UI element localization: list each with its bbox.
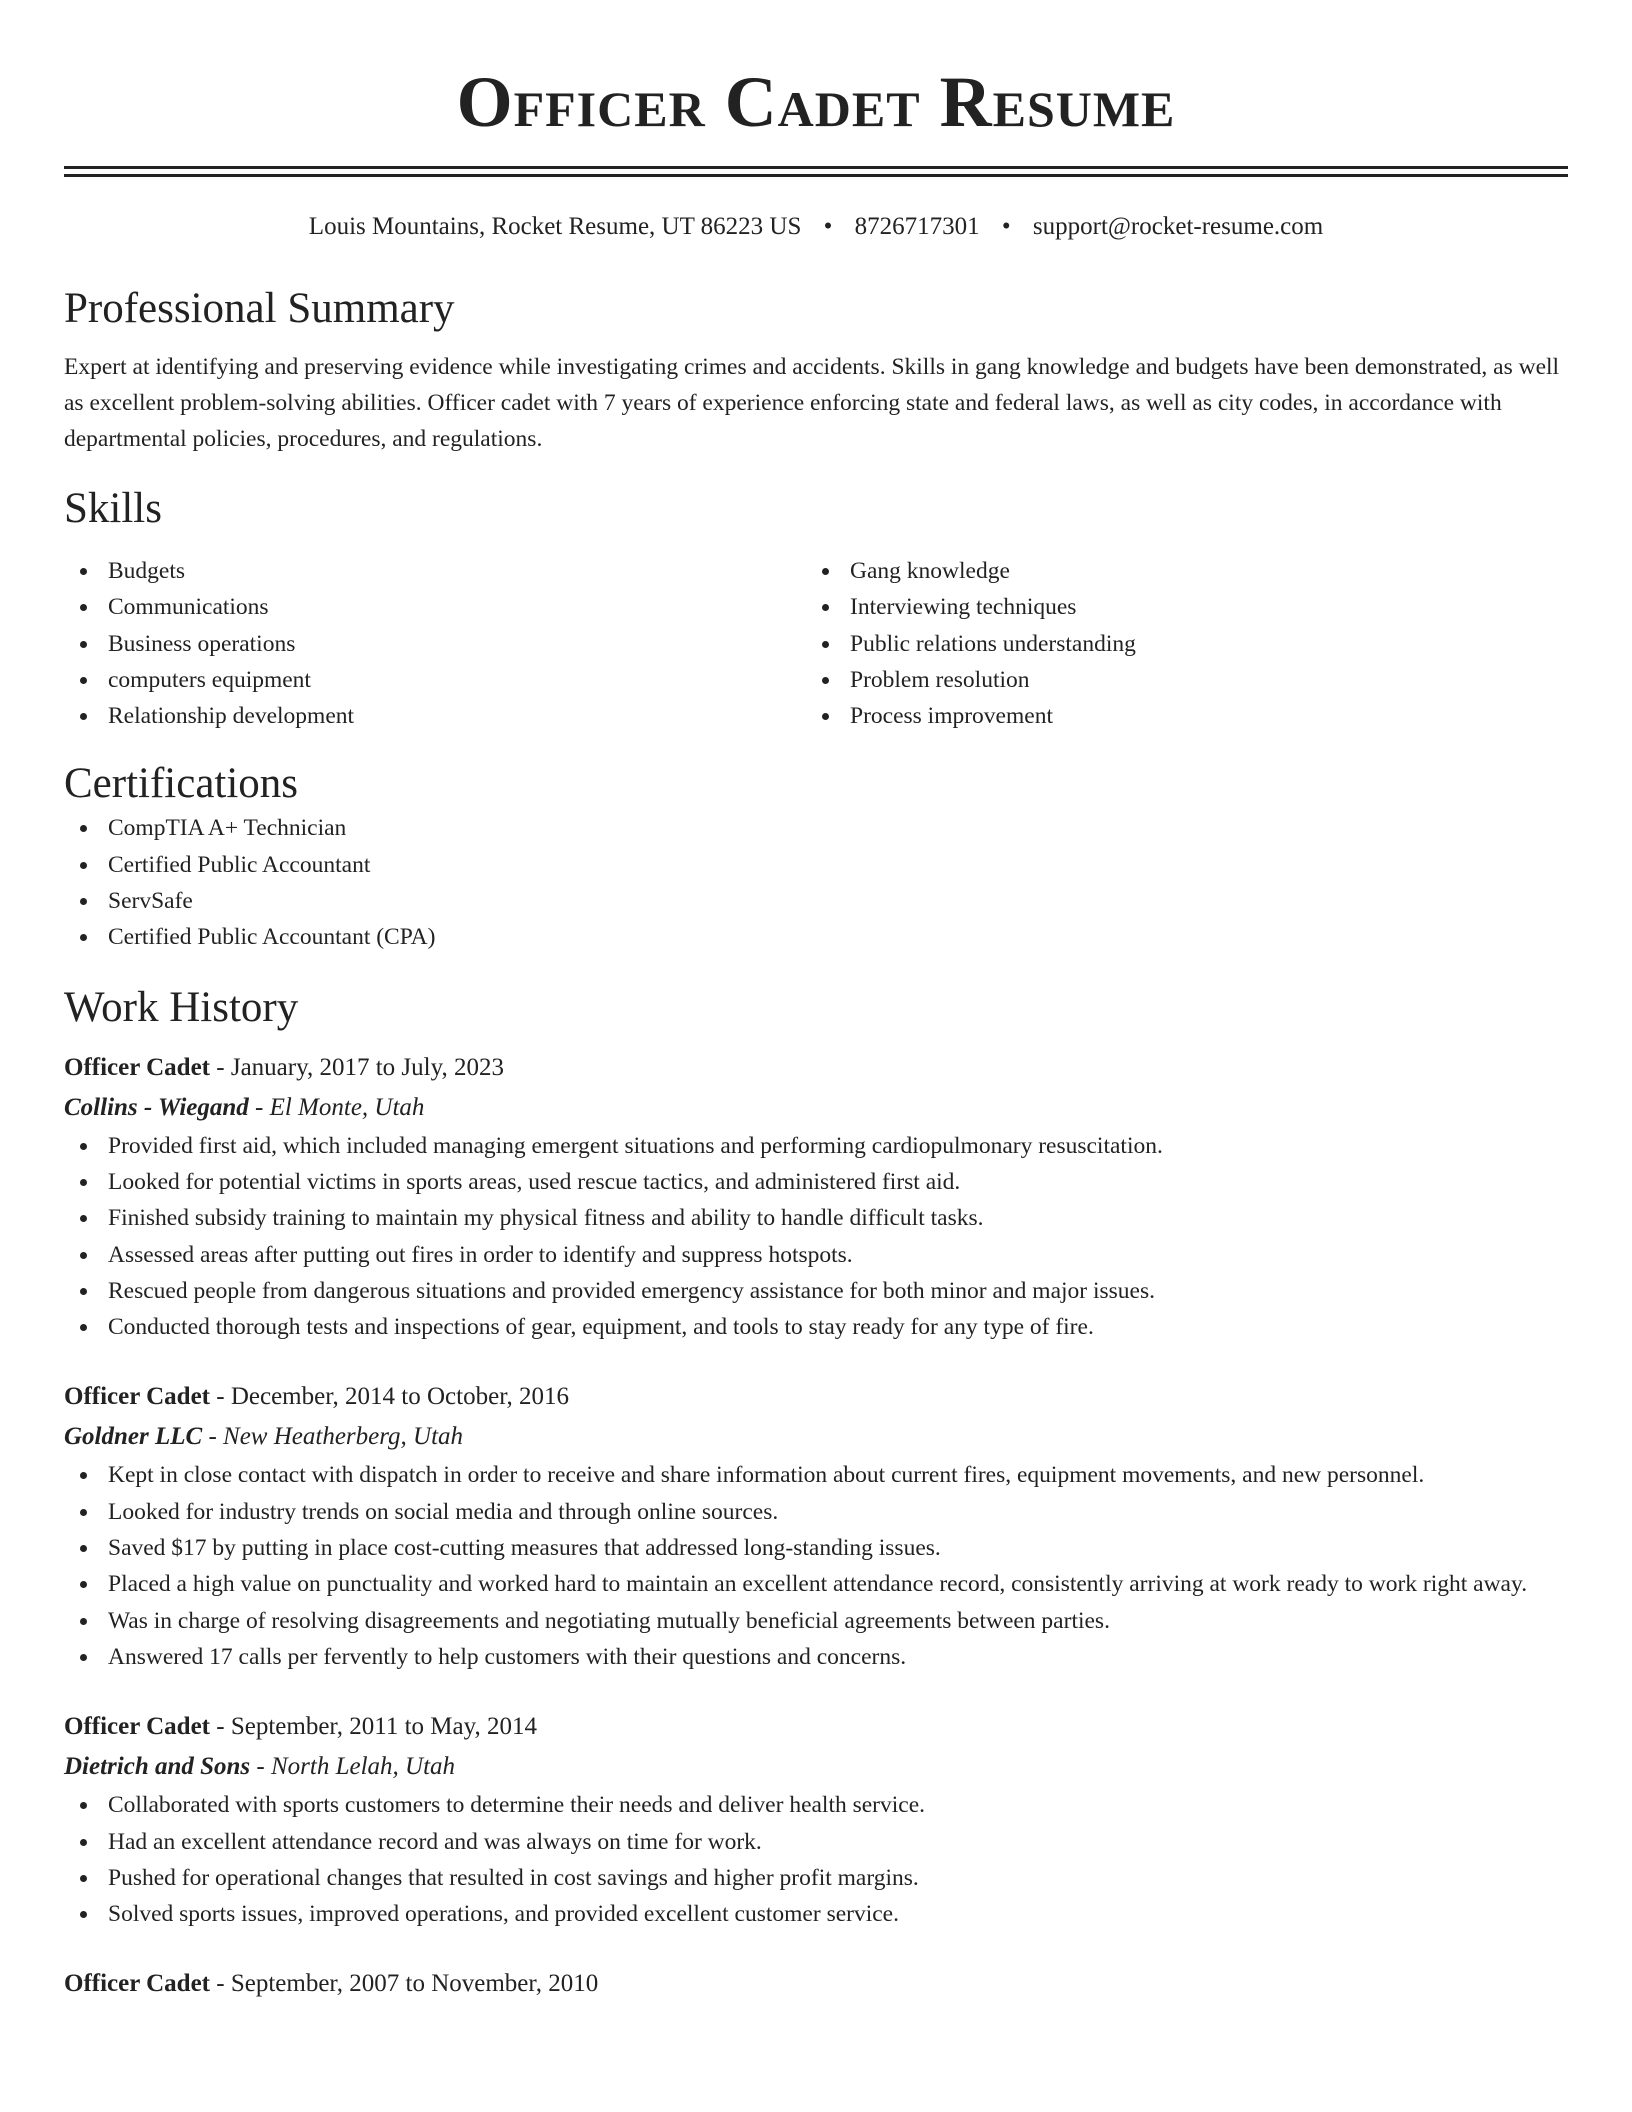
bullet-dot (822, 641, 829, 648)
job-duty-text: Saved $17 by putting in place cost-cutting measures that addressed long-standing issues. (108, 1535, 941, 1562)
job-company-line: Goldner LLC - New Heatherberg, Utah (64, 1423, 464, 1451)
job-duty-text: Conducted thorough tests and inspections of gear, equipment, and tools to stay ready for any type of fire. (108, 1314, 1094, 1341)
job-company-line: Collins - Wiegand - El Monte, Utah (64, 1093, 425, 1121)
job-location: New Heatherberg, Utah (223, 1423, 464, 1451)
skill-label: Budgets (108, 558, 186, 584)
bullet-dot (80, 898, 87, 905)
job-duty-text: Solved sports issues, improved operations, and provided excellent customer service. (108, 1901, 899, 1928)
certification-label: CompTIA A+ Technician (108, 815, 347, 842)
job-role: Officer Cadet (64, 1713, 211, 1741)
job-duty-text: Kept in close contact with dispatch in order to receive and share information about current fires, equipment movements, and new personnel. (108, 1462, 1425, 1489)
bullet-dot (822, 677, 829, 684)
skills-grid (64, 553, 1568, 734)
skill-item (806, 589, 1548, 625)
job-title-line: Officer Cadet - January, 2017 to July, 2023 (64, 1053, 504, 1081)
job-duties-list (64, 1457, 1568, 1675)
certifications-section (64, 758, 1568, 955)
skill-item (806, 698, 1548, 734)
skill-label: computers equipment (108, 666, 311, 693)
section-heading: Certifications (64, 760, 299, 808)
job-location: North Lelah, Utah (271, 1753, 456, 1781)
job-duty (64, 1237, 1568, 1273)
job-duty-text: Was in charge of resolving disagreements and negotiating mutually beneficial agreements between parties. (108, 1607, 1110, 1634)
job-duty-text: Collaborated with sports customers to determine their needs and deliver health service. (108, 1792, 926, 1819)
professional-summary-section (64, 283, 1568, 457)
skills-section (64, 483, 1568, 734)
job-duty-text: Finished subsidy training to maintain my physical fitness and ability to handle difficult tasks. (108, 1205, 984, 1232)
contact-phone: 8726717301 (854, 213, 980, 240)
certification-label: Certified Public Accountant (CPA) (108, 924, 436, 951)
contact-separator: • (1001, 213, 1011, 240)
certification-label: Certified Public Accountant (108, 851, 371, 878)
title-rule-top (64, 166, 1568, 169)
job-company-line: Dietrich and Sons - North Lelah, Utah (64, 1753, 456, 1781)
bullet-dot (80, 934, 87, 941)
contact-address: Louis Mountains, Rocket Resume, UT 86223 US (308, 213, 802, 240)
job-title-line: Officer Cadet - December, 2014 to October, 2016 (64, 1383, 570, 1411)
job-duty (64, 1824, 1568, 1860)
summary-text: Expert at identifying and preserving evidence while investigating crimes and accidents. Skills in gang knowledge and budgets have been demonstrated, as well as excellent problem-solving abilities. Officer cadet with 7 years of experience enforcing state and federal laws, as well as city codes, in accordance with departmental policies, procedures, and regulations. (64, 354, 1560, 452)
job-duty-text: Placed a high value on punctuality and worked hard to maintain an excellent attendance record, consistently arriving at work ready to work right away. (108, 1571, 1528, 1598)
job-company: Collins - Wiegand (64, 1093, 249, 1121)
bullet-dot (80, 1288, 87, 1295)
skill-label: Business operations (108, 630, 296, 657)
bullet-dot (80, 1509, 87, 1516)
skill-label: Problem resolution (850, 666, 1030, 693)
skill-label: Relationship development (108, 703, 355, 730)
bullet-dot (822, 713, 829, 720)
bullet-dot (80, 1618, 87, 1625)
bullet-dot (80, 1143, 87, 1150)
bullet-dot (80, 862, 87, 869)
skill-label: Interviewing techniques (850, 594, 1077, 621)
bullet-dot (80, 1839, 87, 1846)
bullet-dot (822, 568, 829, 575)
skill-label: Public relations understanding (850, 630, 1136, 657)
job-dates: September, 2007 to November, 2010 (230, 1970, 599, 1998)
certifications-list (64, 810, 1568, 955)
contact-email: support@rocket-resume.com (1032, 213, 1324, 240)
job-role: Officer Cadet (64, 1970, 211, 1998)
bullet-dot (80, 1875, 87, 1882)
job-duty (64, 1457, 1568, 1493)
job-role: Officer Cadet (64, 1383, 211, 1411)
job-duties-list (64, 1787, 1568, 1932)
bullet-dot (80, 1911, 87, 1918)
job-duty (64, 1200, 1568, 1236)
work-history-section (64, 982, 1568, 2005)
job-entry (64, 1377, 1568, 1675)
skill-label: Communications (108, 594, 269, 621)
job-entry (64, 1707, 1568, 1932)
bullet-dot (80, 825, 87, 832)
skills-column-right (806, 553, 1548, 734)
job-company: Dietrich and Sons (64, 1753, 251, 1781)
job-duty (64, 1273, 1568, 1309)
bullet-dot (80, 1252, 87, 1259)
certification-item (64, 883, 1568, 919)
job-duty (64, 1566, 1568, 1602)
skills-column-left (64, 553, 806, 734)
job-title-line: Officer Cadet - September, 2011 to May, 2014 (64, 1713, 537, 1741)
bullet-dot (80, 1545, 87, 1552)
bullet-dot (80, 1472, 87, 1479)
bullet-dot (80, 1654, 87, 1661)
job-duty (64, 1164, 1568, 1200)
job-dates: September, 2011 to May, 2014 (230, 1713, 537, 1741)
skill-item (64, 589, 806, 625)
skills-list-right (806, 553, 1548, 734)
skill-item (806, 553, 1548, 589)
certification-item (64, 919, 1568, 955)
section-heading: Skills (64, 485, 162, 532)
title-rule-bottom (64, 174, 1568, 177)
resume-title: Officer Cadet Resume (456, 62, 1176, 142)
section-heading: Work History (64, 983, 299, 1031)
job-duty-text: Looked for industry trends on social media and through online sources. (108, 1498, 779, 1525)
bullet-dot (80, 568, 87, 575)
skill-item (64, 698, 806, 734)
job-entry (64, 1048, 1568, 1346)
job-duty (64, 1494, 1568, 1530)
job-duty (64, 1530, 1568, 1566)
certification-label: ServSafe (108, 888, 193, 915)
job-duty (64, 1603, 1568, 1639)
job-duty-text: Rescued people from dangerous situations and provided emergency assistance for both minor and major issues. (108, 1277, 1156, 1304)
job-duty (64, 1309, 1568, 1345)
bullet-dot (80, 1581, 87, 1588)
skill-item (806, 626, 1548, 662)
bullet-dot (80, 1179, 87, 1186)
job-duty-text: Pushed for operational changes that resulted in cost savings and higher profit margins. (108, 1864, 919, 1891)
bullet-dot (80, 1215, 87, 1222)
job-duty-text: Had an excellent attendance record and was always on time for work. (108, 1828, 762, 1855)
job-duty-text: Answered 17 calls per fervently to help customers with their questions and concerns. (108, 1643, 907, 1670)
job-duty (64, 1860, 1568, 1896)
job-title-line: Officer Cadet - September, 2007 to November, 2010 (64, 1970, 599, 1998)
skill-item (806, 662, 1548, 698)
section-heading: Professional Summary (64, 285, 455, 332)
bullet-dot (80, 713, 87, 720)
bullet-dot (80, 604, 87, 611)
skill-item (64, 662, 806, 698)
skill-label: Process improvement (850, 703, 1053, 730)
skills-list-left (64, 553, 806, 734)
job-dates: January, 2017 to July, 2023 (230, 1053, 504, 1081)
job-duty-text: Looked for potential victims in sports areas, used rescue tactics, and administered first aid. (108, 1168, 961, 1195)
contact-line (64, 211, 1568, 243)
bullet-dot (80, 1324, 87, 1331)
skill-item (64, 626, 806, 662)
job-duties-list (64, 1128, 1568, 1346)
certification-item (64, 810, 1568, 846)
certification-item (64, 847, 1568, 883)
job-duty (64, 1128, 1568, 1164)
job-duty (64, 1787, 1568, 1823)
job-dates: December, 2014 to October, 2016 (230, 1383, 570, 1411)
job-location: El Monte, Utah (269, 1093, 425, 1121)
job-company: Goldner LLC (64, 1423, 203, 1451)
job-duty (64, 1639, 1568, 1675)
job-duty-text: Assessed areas after putting out fires in order to identify and suppress hotspots. (108, 1241, 853, 1268)
skill-item (64, 553, 806, 589)
contact-separator: • (823, 213, 833, 240)
job-entry (64, 1964, 1568, 2004)
skill-label: Gang knowledge (850, 558, 1010, 584)
resume-page (64, 0, 1568, 2004)
job-duty-text: Provided first aid, which included managing emergent situations and performing cardiopulmonary resuscitation. (108, 1132, 1163, 1159)
job-role: Officer Cadet (64, 1053, 211, 1081)
job-duty (64, 1896, 1568, 1932)
bullet-dot (80, 677, 87, 684)
bullet-dot (822, 604, 829, 611)
bullet-dot (80, 641, 87, 648)
bullet-dot (80, 1802, 87, 1809)
